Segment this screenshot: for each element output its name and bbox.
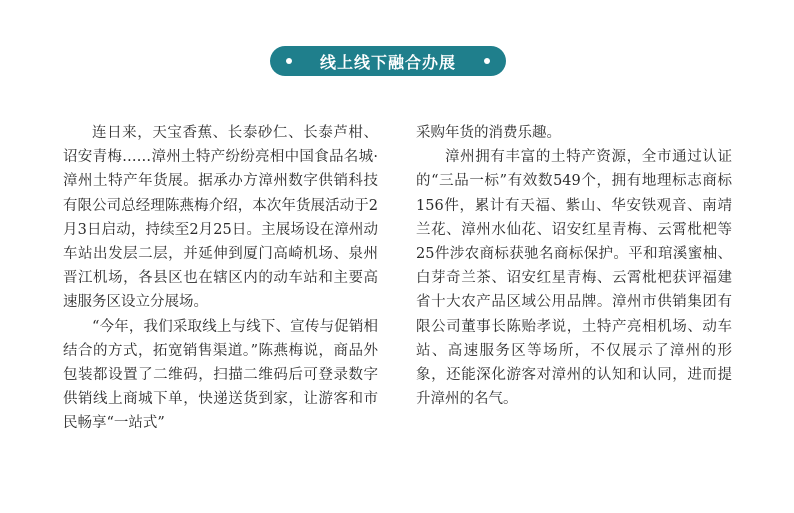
section-banner — [270, 46, 506, 76]
paragraph-local-resources: 漳州拥有丰富的土特产资源，全市通过认证的“三品一标”有效数549个，拥有地理标志商标156件，累计有天福、紫山、华安铁观音、南靖兰花、漳州水仙花、诏安红星青梅、云霄枇杷等25件涉农商标获驰名商标保护。平和琯溪蜜柚、白芽奇兰茶、诏安红星青梅、云霄枇杷获评福建省十大农产品区域公用品牌。漳州市供销集团有限公司董事长陈贻孝说，土特产亮相机场、动车站、高速服务区等场所，不仅展示了漳州的形象，还能深化游客对漳州的认知和认同，进而提升漳州的名气。 — [416, 149, 732, 408]
section-title: 线上线下融合办展 — [319, 52, 456, 72]
paragraph-continuation: 采购年货的消费乐趣。 — [416, 125, 561, 141]
paragraph-online-offline: “今年，我们采取线上与线下、宣传与促销相结合的方式，拓宽销售渠道。”陈燕梅说，商品外包装都设置了二维码，扫描二维码后可登录数字供销线上商城下单，快递送货到家，让游客和市民畅享“一站式” — [63, 318, 378, 432]
article-column-right — [416, 121, 732, 411]
banner-dot-left — [286, 58, 292, 64]
article-column-left — [63, 121, 378, 436]
paragraph-expo-intro: 连日来，天宝香蕉、长泰砂仁、长泰芦柑、诏安青梅……漳州土特产纷纷亮相中国食品名城·漳州土特产年货展。据承办方漳州数字供销科技有限公司总经理陈燕梅介绍，本次年货展活动于2月3日启动，持续至2月25日。主展场设在漳州动车站出发层二层，并延伸到厦门高崎机场、泉州晋江机场，各县区也在辖区内的动车站和主要高速服务区设立分展场。 — [63, 125, 378, 311]
banner-dot-right — [484, 58, 490, 64]
